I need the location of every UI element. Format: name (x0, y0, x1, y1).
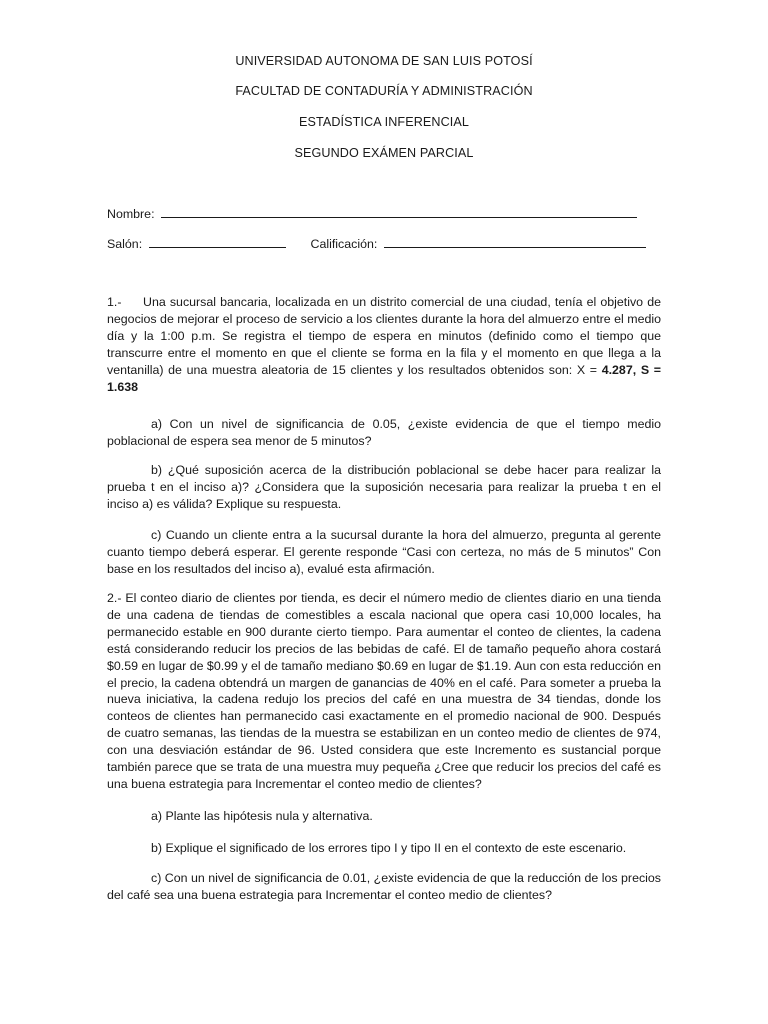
name-label: Nombre: (107, 207, 155, 221)
question-2-part-a: a) Plante las hipótesis nula y alternativa. (151, 809, 373, 823)
question-1-part-c: c) Cuando un cliente entra a la sucursal durante la hora del almuerzo, pregunta al gerente cuanto tiempo deberá esperar. El gerente responde “Casi con certeza, no más de 5 minutos” Con base en los resultados del inciso a), evalué esta afirmación. (107, 528, 661, 576)
room-grade-row (107, 236, 646, 251)
grade-label: Calificación: (310, 237, 378, 251)
grade-blank (384, 236, 646, 248)
question-1-part-b: b) ¿Qué suposición acerca de la distribución poblacional se debe hacer para realizar la prueba t en el inciso a)? ¿Considera que la suposición necesaria para realizar la prueba t en el inciso a) es válida? Explique su respuesta. (107, 463, 661, 511)
name-blank (161, 206, 637, 218)
question-2-part-b: b) Explique el significado de los errores tipo I y tipo II en el contexto de este escenario. (151, 841, 627, 855)
exam-title: SEGUNDO EXÁMEN PARCIAL (294, 146, 474, 160)
question-1-number: 1.- (107, 295, 122, 309)
name-field-row (107, 206, 637, 221)
university-name: UNIVERSIDAD AUTONOMA DE SAN LUIS POTOSÍ (235, 54, 533, 68)
question-1-stats: 4.287, S = 1.638 (107, 362, 661, 394)
question-2-part-c: c) Con un nivel de significancia de 0.01, ¿existe evidencia de que la reducción de los precios del café sea una buena estrategia para Incrementar el conteo medio de clientes? (107, 871, 661, 902)
course-name: ESTADÍSTICA INFERENCIAL (298, 115, 469, 129)
question-1-text: Una sucursal bancaria, localizada en un distrito comercial de una ciudad, tenía el objetivo de negocios de mejorar el proceso de servicio a los clientes durante la hora del almuerzo entre el medio día y la 1:00 p.m. Se registra el tiempo de espera en minutos (definido como el tiempo que transcurre entre el momento en que el cliente se forma en la fila y el momento en que llega a la ventanilla) de una muestra aleatoria de 15 clientes y los resultados obtenidos son: X = (107, 295, 661, 377)
question-1-part-a: a) Con un nivel de significancia de 0.05, ¿existe evidencia de que el tiempo medio poblacional de espera sea menor de 5 minutos? (107, 417, 661, 448)
room-label: Salón: (107, 237, 143, 251)
question-2: 2.- El conteo diario de clientes por tienda, es decir el número medio de clientes diario en una tienda de una cadena de tiendas de comestibles a escala nacional que opera casi 10,000 locales, ha permanecido estable en 900 durante cierto tiempo. Para aumentar el conteo de clientes, la cadena está considerando reducir los precios de las bebidas de café. El de tamaño pequeño ahora costará $0.59 en lugar de $0.99 y el de tamaño mediano $0.69 en lugar de $1.19. Aun con esta reducción en el precio, la cadena obtendrá un margen de ganancias de 40% en el café. Para someter a prueba la nueva iniciativa, la cadena redujo los precios del café en una muestra de 34 tiendas, donde los conteos de clientes han permanecido casi exactamente en el promedio nacional de 900. Después de cuatro semanas, las tiendas de la muestra se estabilizan en un conteo medio de clientes de 974, con una desviación estándar de 96. Usted considera que este Incremento es sustancial porque también parece que se trata de una muestra muy pequeña ¿Cree que reducir los precios del café es una buena estrategia para Incrementar el conteo medio de clientes? (107, 591, 661, 791)
faculty-name: FACULTAD DE CONTADURÍA Y ADMINISTRACIÓN (235, 84, 533, 98)
room-blank (149, 236, 286, 248)
question-1 (107, 294, 661, 395)
